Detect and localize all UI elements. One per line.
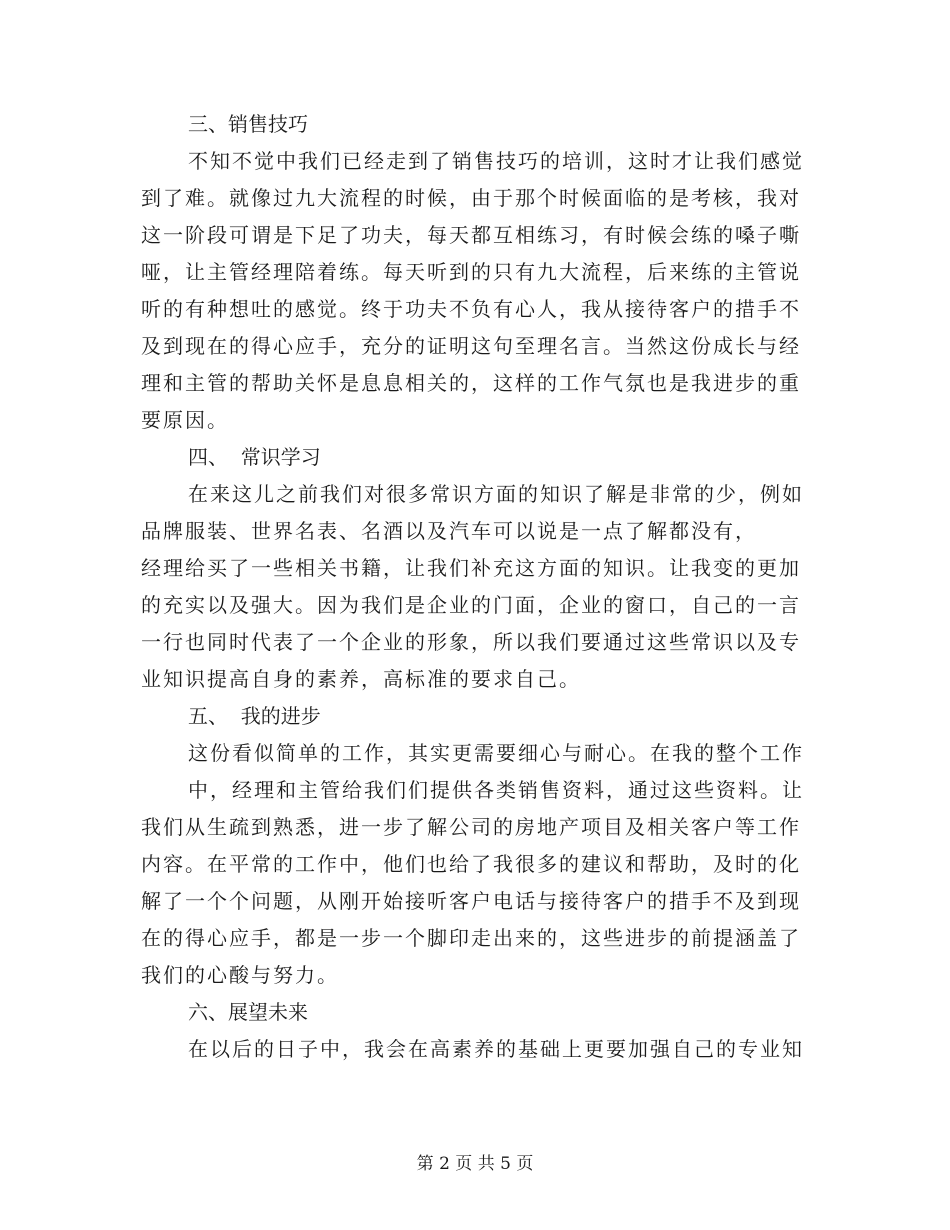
- text-line: 听的有种想吐的感觉。终于功夫不负有心人，我从接待客户的措手不: [141, 297, 801, 321]
- document-page: [141, 106, 804, 1068]
- text-line: 哑，让主管经理陪着练。每天听到的只有九大流程，后来练的主管说: [141, 260, 801, 284]
- paragraph-future-outlook: [141, 1031, 804, 1068]
- text-line: 我们从生疏到熟悉，进一步了解公司的房地产项目及相关客户等工作: [141, 815, 801, 839]
- text-line: 经理给买了一些相关书籍，让我们补充这方面的知识。让我变的更加: [141, 556, 801, 580]
- text-line: 在来这儿之前我们对很多常识方面的知识了解是非常的少，例如: [188, 482, 804, 506]
- text-line: 一行也同时代表了一个企业的形象，所以我们要通过这些常识以及专: [141, 630, 801, 654]
- text-line: 这份看似简单的工作，其实更需要细心与耐心。在我的整个工作: [188, 741, 804, 765]
- text-line: 解了一个个问题，从刚开始接听客户电话与接待客户的措手不及到现: [141, 889, 801, 913]
- paragraph-common-knowledge: [141, 476, 804, 698]
- text-line: 不知不觉中我们已经走到了销售技巧的培训，这时才让我们感觉: [188, 149, 804, 173]
- text-line: 业知识提高自身的素养，高标准的要求自己。: [141, 667, 581, 691]
- text-line: 在以后的日子中，我会在高素养的基础上更要加强自己的专业知: [188, 1037, 804, 1061]
- text-line: 到了难。就像过九大流程的时候，由于那个时候面临的是考核，我对: [141, 186, 801, 210]
- text-line: 这一阶段可谓是下足了功夫，每天都互相练习，有时候会练的嗓子嘶: [141, 223, 801, 247]
- section-heading-future-outlook: 六、展望未来: [188, 1000, 308, 1024]
- section-heading-my-progress: 五、 我的进步: [188, 704, 321, 728]
- text-line: 的充实以及强大。因为我们是企业的门面，企业的窗口，自己的一言: [141, 593, 801, 617]
- text-line: 及到现在的得心应手，充分的证明这句至理名言。当然这份成长与经: [141, 334, 801, 358]
- text-line: 中，经理和主管给我们们提供各类销售资料，通过这些资料。让: [188, 778, 804, 802]
- text-line: 在的得心应手，都是一步一个脚印走出来的，这些进步的前提涵盖了: [141, 926, 801, 950]
- text-line: 内容。在平常的工作中，他们也给了我很多的建议和帮助，及时的化: [141, 852, 801, 876]
- page-number-footer: 第 2 页 共 5 页: [416, 1154, 534, 1174]
- text-line: 品牌服装、世界名表、名酒以及汽车可以说是一点了解都没有，: [141, 519, 757, 543]
- text-line: 要原因。: [141, 408, 229, 432]
- section-heading-sales-skills: 三、销售技巧: [188, 112, 308, 136]
- paragraph-my-progress: [141, 735, 804, 994]
- text-line: 理和主管的帮助关怀是息息相关的，这样的工作气氛也是我进步的重: [141, 371, 801, 395]
- section-heading-common-knowledge: 四、 常识学习: [188, 445, 321, 469]
- text-line: 我们的心酸与努力。: [141, 963, 339, 987]
- paragraph-sales-skills: [141, 143, 804, 439]
